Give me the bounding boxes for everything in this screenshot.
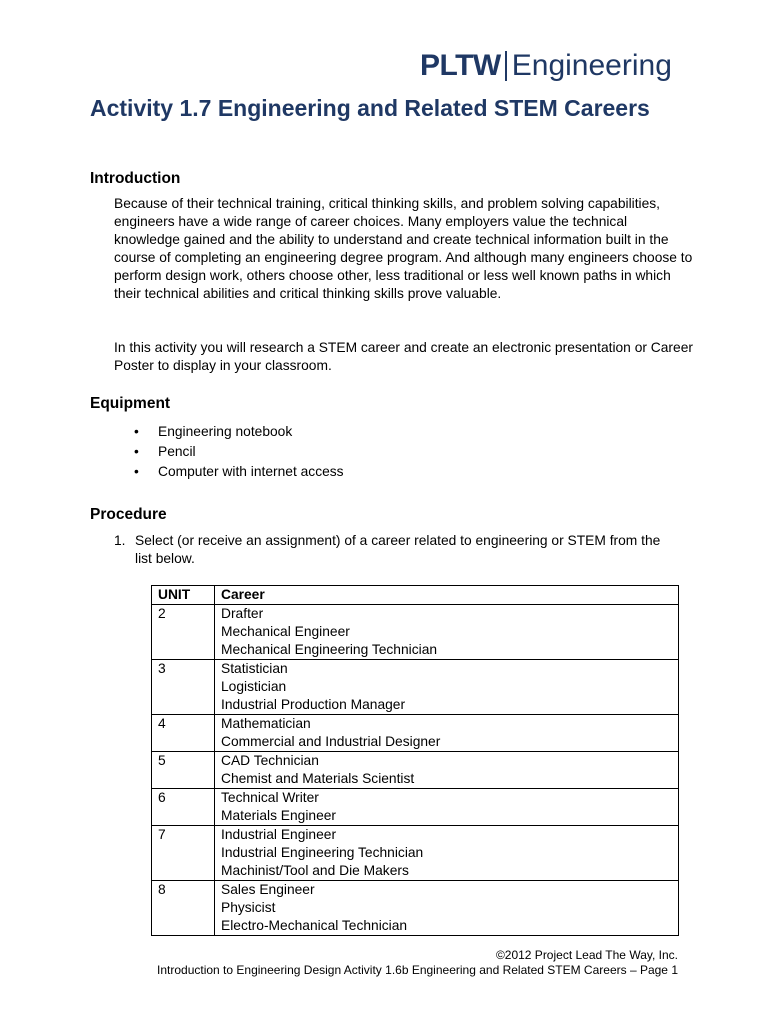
equipment-item-label: Engineering notebook <box>158 424 293 439</box>
introduction-heading: Introduction <box>90 170 181 187</box>
unit-cell: 6 <box>152 789 215 826</box>
unit-cell: 2 <box>152 605 215 660</box>
unit-column-header: UNIT <box>152 586 215 605</box>
career-cell <box>215 789 679 826</box>
career-column-header: Career <box>215 586 679 605</box>
table-row <box>152 605 679 660</box>
equipment-item <box>134 442 344 462</box>
career-name: Technical Writer <box>221 790 319 805</box>
equipment-item-label: Computer with internet access <box>158 464 344 479</box>
table-row <box>152 660 679 715</box>
career-name: Industrial Engineering Technician <box>221 845 424 860</box>
equipment-item <box>134 462 344 482</box>
career-name: Physicist <box>221 900 276 915</box>
footer-copyright: ©2012 Project Lead The Way, Inc. <box>495 948 678 962</box>
career-name: Mechanical Engineer <box>221 624 350 639</box>
unit-cell: 7 <box>152 826 215 881</box>
procedure-step-1 <box>114 532 674 568</box>
logo-word: Engineering <box>511 49 672 82</box>
career-name: Commercial and Industrial Designer <box>221 734 441 749</box>
table-header-row <box>152 586 679 605</box>
career-name: Industrial Production Manager <box>221 697 406 712</box>
bullet-icon: • <box>134 424 139 439</box>
introduction-paragraph-2: In this activity you will research a STEM career and create an electronic presentation or Career Poster to display in your classroom. <box>114 340 693 373</box>
career-name: Materials Engineer <box>221 808 337 823</box>
table-row <box>152 826 679 881</box>
bullet-icon: • <box>134 464 139 479</box>
career-name: Statistician <box>221 661 288 676</box>
unit-cell: 4 <box>152 715 215 752</box>
logo-divider <box>505 51 507 81</box>
equipment-list <box>134 422 344 482</box>
pltw-engineering-logo <box>420 48 672 84</box>
career-name: Industrial Engineer <box>221 827 337 842</box>
career-cell <box>215 826 679 881</box>
step-number: 1. <box>114 533 126 548</box>
step-text: Select (or receive an assignment) of a career related to engineering or STEM from the list below. <box>135 533 661 566</box>
career-cell <box>215 660 679 715</box>
career-name: Mathematician <box>221 716 311 731</box>
career-name: Mechanical Engineering Technician <box>221 642 438 657</box>
table-row <box>152 881 679 936</box>
career-cell <box>215 605 679 660</box>
table-row <box>152 789 679 826</box>
table-row <box>152 752 679 789</box>
career-name: CAD Technician <box>221 753 319 768</box>
career-name: Chemist and Materials Scientist <box>221 771 415 786</box>
page-title: Activity 1.7 Engineering and Related STEM Careers <box>90 95 650 121</box>
career-name: Machinist/Tool and Die Makers <box>221 863 409 878</box>
unit-cell: 8 <box>152 881 215 936</box>
introduction-paragraph-1: Because of their technical training, critical thinking skills, and problem solving capabilities, engineers have a wide range of career choices. Many employers value the technical knowledge gained and the ability to understand and create technical information built in the course of completing an engineering degree program. And although many engineers choose to perform design work, others choose other, less traditional or less well known paths in which their technical abilities and critical thinking skills prove valuable. <box>114 196 693 301</box>
equipment-item <box>134 422 344 442</box>
career-cell <box>215 715 679 752</box>
table-row <box>152 715 679 752</box>
equipment-heading: Equipment <box>90 395 171 412</box>
career-cell <box>215 752 679 789</box>
logo-brand: PLTW <box>420 49 501 82</box>
career-cell <box>215 881 679 936</box>
career-name: Drafter <box>221 606 264 621</box>
procedure-heading: Procedure <box>90 506 167 523</box>
unit-cell: 3 <box>152 660 215 715</box>
footer-page-line: Introduction to Engineering Design Activity 1.6b Engineering and Related STEM Careers – Page 1 <box>157 963 678 977</box>
equipment-item-label: Pencil <box>158 444 196 459</box>
bullet-icon: • <box>134 444 139 459</box>
careers-table <box>151 585 679 936</box>
career-name: Sales Engineer <box>221 882 315 897</box>
unit-cell: 5 <box>152 752 215 789</box>
career-name: Logistician <box>221 679 287 694</box>
career-name: Electro-Mechanical Technician <box>221 918 408 933</box>
